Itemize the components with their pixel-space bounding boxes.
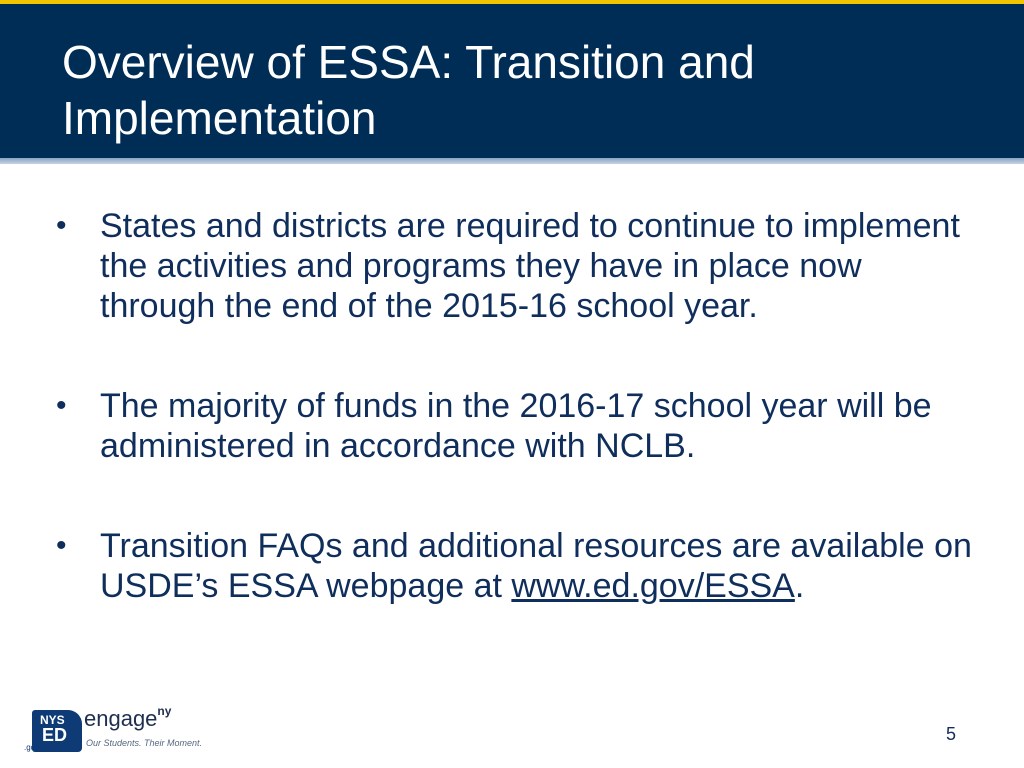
bullet-text: States and districts are required to continue to implement the activities and programs they have in place now through the end of the 2015-16 school year.	[100, 207, 960, 325]
bullet-item	[56, 386, 976, 466]
nysed-engageny-logo	[20, 704, 203, 754]
essa-webpage-link[interactable]: www.ed.gov/ESSA	[511, 567, 795, 605]
bullet-text-end: .	[794, 567, 805, 605]
bullet-dot: •	[56, 389, 67, 422]
slide-title-line-1: Overview of ESSA: Transition and	[62, 36, 755, 88]
logo-engage-text: engage	[84, 706, 158, 731]
logo-ny-text: ny	[157, 704, 172, 718]
slide-header	[0, 4, 1024, 158]
logo-gov-text: .gov	[24, 743, 40, 752]
page-number: 5	[946, 724, 957, 744]
bullet-text: Transition FAQs and additional resources are available on USDE’s ESSA webpage at	[100, 527, 972, 605]
logo-ed-text: ED	[42, 725, 68, 745]
bullet-list	[56, 206, 976, 666]
slide-title	[62, 34, 962, 146]
slide-title-line-2: Implementation	[62, 92, 377, 144]
logo-nys-text: NYS	[40, 713, 65, 727]
header-stripe	[0, 158, 1024, 164]
bullet-dot: •	[56, 529, 67, 562]
bullet-item	[56, 206, 976, 326]
engageny-wordmark	[84, 704, 204, 731]
bullet-item	[56, 526, 976, 606]
bullet-text: The majority of funds in the 2016-17 school year will be administered in accordance with NCLB.	[100, 387, 932, 465]
logo-tagline: Our Students. Their Moment.	[86, 738, 203, 748]
bullet-dot: •	[56, 209, 67, 242]
